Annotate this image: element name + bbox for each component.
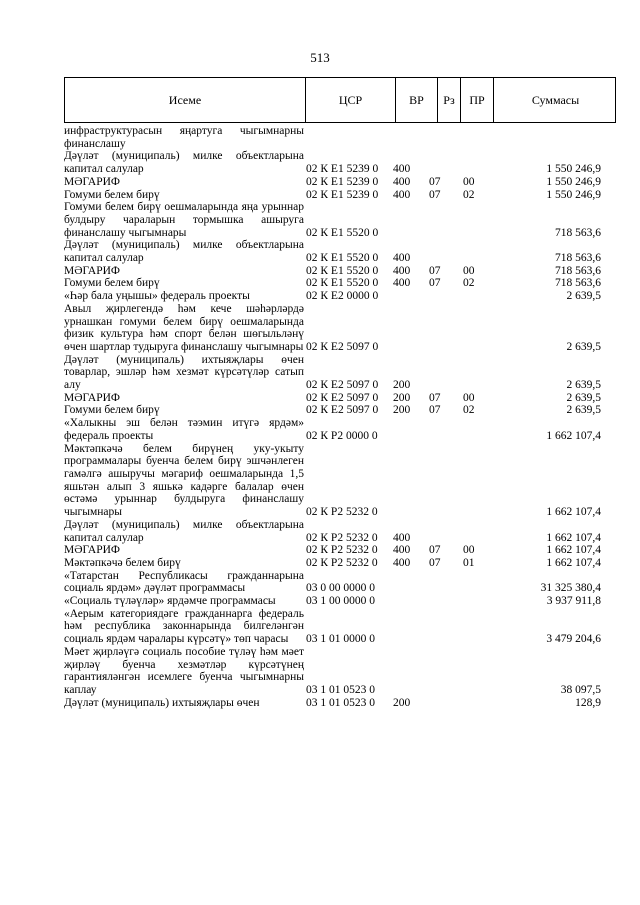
cell-name: Гомуми белем бирү оешмаларында яңа урыннар булдыру чараларын тормышка ашыруга финанслашу чыгымнары bbox=[64, 201, 304, 239]
header-sum: Суммасы bbox=[493, 78, 617, 122]
table-row bbox=[64, 519, 616, 544]
cell-sum: 1 662 107,4 bbox=[546, 544, 601, 557]
cell-sum: 128,9 bbox=[575, 696, 601, 709]
cell-csr: 02 К Р2 5232 0 bbox=[306, 531, 378, 544]
cell-csr: 03 0 00 0000 0 bbox=[306, 582, 375, 595]
cell-csr: 02 К Е2 0000 0 bbox=[306, 290, 379, 303]
cell-vr: 400 bbox=[393, 252, 411, 265]
cell-pr: 00 bbox=[463, 391, 475, 404]
cell-rz: 07 bbox=[429, 188, 441, 201]
cell-csr: 03 1 00 0000 0 bbox=[306, 595, 375, 608]
cell-rz: 07 bbox=[429, 175, 441, 188]
table-row bbox=[64, 557, 616, 570]
cell-name: МӘГАРИФ bbox=[64, 544, 121, 557]
cell-csr: 02 К Е1 5520 0 bbox=[306, 264, 379, 277]
table-row bbox=[64, 544, 616, 557]
cell-csr: 02 К Е1 5239 0 bbox=[306, 188, 379, 201]
cell-csr: 02 К Е1 5520 0 bbox=[306, 252, 379, 265]
cell-pr: 02 bbox=[463, 404, 475, 417]
header-name: Исеме bbox=[168, 92, 202, 107]
cell-csr: 02 К Р2 5232 0 bbox=[306, 556, 378, 569]
cell-sum: 3 937 911,8 bbox=[546, 595, 601, 608]
cell-rz: 07 bbox=[429, 544, 441, 557]
header-csr: ЦСР bbox=[305, 78, 395, 122]
cell-name: «Аерым категориядәге гражданнарга федераль һәм республика законнарында билгеләнгән социаль ярдәм чаралары күрсәтү» төп чарасы bbox=[64, 607, 304, 646]
cell-sum: 1 662 107,4 bbox=[546, 556, 601, 569]
table-row bbox=[64, 201, 616, 239]
cell-csr: 02 К Е2 5097 0 bbox=[306, 404, 379, 417]
cell-csr: 02 К Е1 5239 0 bbox=[306, 163, 379, 176]
cell-csr: 02 К Р2 5232 0 bbox=[306, 506, 378, 519]
cell-name: Гомуми белем бирү bbox=[64, 404, 160, 417]
cell-name: Дәүләт (муниципаль) ихтыяҗлары өчен bbox=[64, 696, 260, 709]
table-row bbox=[64, 404, 616, 417]
header-rz: Рз bbox=[437, 78, 460, 122]
table-row bbox=[64, 697, 616, 710]
cell-vr: 400 bbox=[393, 264, 411, 277]
cell-sum: 2 639,5 bbox=[566, 404, 601, 417]
cell-name: Дәүләт (муниципаль) милке объектларына капитал салулар bbox=[64, 150, 304, 176]
table-row bbox=[64, 303, 616, 354]
cell-name: Гомуми белем бирү bbox=[64, 277, 160, 290]
cell-name: инфраструктурасын яңартуга чыгымнарны финанслашу bbox=[64, 125, 304, 150]
cell-name: Мәктәпкәчә белем бирүнең уку-укыту программалары буенча белем бирү эшчәнлеген гамәлгә ашыручы мәгариф оешмаларында 1,5 яшьтән алып 3 яшькә кадәрге балалар өчен өстәмә урыннар булдыруга финанслашу чыгымнары bbox=[64, 442, 304, 519]
cell-sum: 1 662 107,4 bbox=[546, 506, 601, 519]
cell-name: Гомуми белем бирү bbox=[64, 188, 160, 201]
cell-rz: 07 bbox=[429, 391, 441, 404]
table-row bbox=[64, 595, 616, 608]
table-row bbox=[64, 608, 616, 646]
cell-name: «Һәр бала уңышы» федераль проекты bbox=[64, 290, 250, 303]
cell-vr: 400 bbox=[393, 163, 411, 176]
cell-name: Авыл җирлегендә һәм кече шәһәрләрдә урнашкан гомуми белем бирү оешмаларында физик культура һәм спорт белән шөгыльләнү өчен шартлар тудыруга финанслашу чыгымнары bbox=[64, 302, 304, 353]
cell-csr: 03 1 01 0523 0 bbox=[306, 696, 375, 709]
cell-csr: 02 К Е2 5097 0 bbox=[306, 379, 379, 392]
cell-sum: 1 550 246,9 bbox=[546, 163, 601, 176]
cell-csr: 02 К Е1 5520 0 bbox=[306, 226, 379, 239]
cell-sum: 2 639,5 bbox=[566, 340, 601, 353]
cell-pr: 00 bbox=[463, 264, 475, 277]
cell-csr: 02 К Р2 0000 0 bbox=[306, 429, 378, 442]
cell-vr: 200 bbox=[393, 696, 411, 709]
cell-sum: 718 563,6 bbox=[555, 226, 601, 239]
cell-vr: 400 bbox=[393, 277, 411, 290]
table-row bbox=[64, 150, 616, 175]
cell-vr: 400 bbox=[393, 531, 411, 544]
cell-sum: 1 550 246,9 bbox=[546, 175, 601, 188]
cell-sum: 38 097,5 bbox=[560, 683, 601, 696]
cell-sum: 1 662 107,4 bbox=[546, 531, 601, 544]
cell-sum: 718 563,6 bbox=[555, 252, 601, 265]
header-vr: ВР bbox=[395, 78, 437, 122]
cell-sum: 31 325 380,4 bbox=[540, 582, 601, 595]
cell-name: «Социаль түләүләр» ярдәмче программасы bbox=[64, 595, 276, 608]
cell-sum: 2 639,5 bbox=[566, 379, 601, 392]
cell-pr: 02 bbox=[463, 277, 475, 290]
table-row bbox=[64, 277, 616, 290]
table-row bbox=[64, 646, 616, 697]
cell-name: Мәктәпкәчә белем бирү bbox=[64, 556, 181, 569]
cell-name: Дәүләт (муниципаль) милке объектларына капитал салулар bbox=[64, 518, 304, 544]
cell-name: Дәүләт (муниципаль) милке объектларына капитал салулар bbox=[64, 239, 304, 265]
cell-csr: 02 К Е1 5520 0 bbox=[306, 277, 379, 290]
cell-sum: 3 479 204,6 bbox=[546, 633, 601, 646]
table-row bbox=[64, 189, 616, 202]
cell-csr: 02 К Р2 5232 0 bbox=[306, 544, 378, 557]
cell-name: Дәүләт (муниципаль) ихтыяҗлары өчен товарлар, эшләр һәм хезмәт күрсәтүләр сатып алу bbox=[64, 353, 304, 392]
cell-name: Мәет җирләүгә социаль пособие түләү һәм мәет җирләү буенча хезмәтләр күрсәтүнең гарантияләнгән исемлеге буенча чыгымнарны каплау bbox=[64, 645, 304, 696]
page-number: 513 bbox=[310, 50, 330, 65]
table-row bbox=[64, 570, 616, 595]
cell-sum: 1 550 246,9 bbox=[546, 188, 601, 201]
table-body bbox=[64, 125, 616, 709]
cell-sum: 718 563,6 bbox=[555, 277, 601, 290]
cell-vr: 200 bbox=[393, 391, 411, 404]
cell-csr: 03 1 01 0000 0 bbox=[306, 633, 375, 646]
cell-csr: 02 К Е1 5239 0 bbox=[306, 175, 379, 188]
cell-pr: 00 bbox=[463, 175, 475, 188]
cell-vr: 400 bbox=[393, 556, 411, 569]
cell-vr: 400 bbox=[393, 175, 411, 188]
budget-table bbox=[64, 77, 616, 709]
cell-rz: 07 bbox=[429, 556, 441, 569]
table-row bbox=[64, 176, 616, 189]
table-row bbox=[64, 354, 616, 392]
cell-name: «Халыкны эш белән тәэмин итүгә ярдәм» федераль проекты bbox=[64, 417, 304, 442]
header-pr: ПР bbox=[460, 78, 493, 122]
cell-name: МӘГАРИФ bbox=[64, 264, 121, 277]
table-row bbox=[64, 417, 616, 442]
table-row bbox=[64, 290, 616, 303]
cell-vr: 200 bbox=[393, 404, 411, 417]
cell-vr: 400 bbox=[393, 544, 411, 557]
cell-vr: 200 bbox=[393, 379, 411, 392]
table-row bbox=[64, 125, 616, 150]
cell-name: «Татарстан Республикасы гражданнарына социаль ярдәм» дәүләт программасы bbox=[64, 569, 304, 595]
cell-rz: 07 bbox=[429, 404, 441, 417]
cell-pr: 00 bbox=[463, 544, 475, 557]
table-row bbox=[64, 239, 616, 264]
cell-rz: 07 bbox=[429, 264, 441, 277]
cell-name: МӘГАРИФ bbox=[64, 391, 121, 404]
cell-rz: 07 bbox=[429, 277, 441, 290]
cell-csr: 02 К Е2 5097 0 bbox=[306, 391, 379, 404]
table-header bbox=[64, 77, 616, 123]
cell-sum: 718 563,6 bbox=[555, 264, 601, 277]
table-row bbox=[64, 392, 616, 405]
cell-csr: 03 1 01 0523 0 bbox=[306, 683, 375, 696]
table-row bbox=[64, 265, 616, 278]
table-row bbox=[64, 443, 616, 519]
cell-vr: 400 bbox=[393, 188, 411, 201]
cell-pr: 01 bbox=[463, 556, 475, 569]
cell-csr: 02 К Е2 5097 0 bbox=[306, 340, 379, 353]
cell-pr: 02 bbox=[463, 188, 475, 201]
cell-sum: 2 639,5 bbox=[566, 391, 601, 404]
cell-name: МӘГАРИФ bbox=[64, 175, 121, 188]
cell-sum: 2 639,5 bbox=[566, 290, 601, 303]
cell-sum: 1 662 107,4 bbox=[546, 429, 601, 442]
